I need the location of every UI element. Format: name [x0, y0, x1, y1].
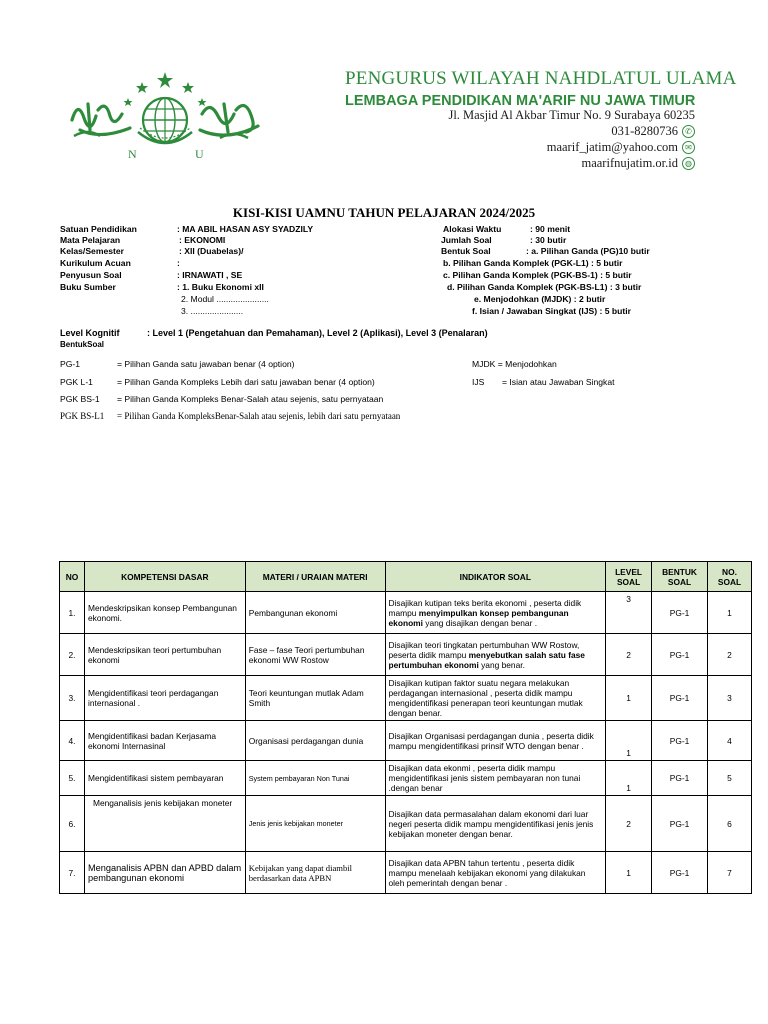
bentuk-value: : a. Pilihan Ganda (PG)10 butir — [526, 246, 650, 256]
legend-pgkbs1-code: PGK BS-1 — [60, 394, 100, 404]
cell-level: 1 — [606, 721, 652, 761]
bentuk-e: e. Menjodohkan (MJDK) : 2 butir — [474, 294, 606, 304]
table-row — [60, 634, 752, 676]
legend-pg1-code: PG-1 — [60, 359, 81, 369]
bentuk-f: f. Isian / Jawaban Singkat (IJS) : 5 butir — [472, 306, 632, 316]
bentuk-d: d. Pilihan Ganda Komplek (PGK-BS-L1) : 3 butir — [447, 282, 642, 292]
satuan-value: : MA ABIL HASAN ASY SYADZILY — [177, 224, 314, 234]
logo-letter-u: U — [195, 147, 204, 161]
cell-bentuk: PG-1 — [652, 676, 708, 721]
jumlah-label: Jumlah Soal — [441, 235, 492, 245]
jumlah-value: : 30 butir — [530, 235, 567, 245]
address-text: Jl. Masjid Al Akbar Timur No. 9 Surabaya 60235 — [448, 108, 695, 122]
table-header-row — [60, 562, 752, 592]
cell-no: 3. — [60, 676, 85, 721]
logo-letter-n: N — [128, 147, 137, 161]
col-level: LEVEL SOAL — [606, 562, 652, 592]
legend-ijs-code: IJS — [472, 377, 485, 387]
table-row — [60, 796, 752, 852]
buku-3: 3. ...................... — [181, 306, 244, 316]
cell-no: 7. — [60, 852, 85, 894]
col-no-soal: NO. SOAL — [708, 562, 752, 592]
cell-no-soal: 7 — [708, 852, 752, 894]
email-text: maarif_jatim@yahoo.com — [546, 140, 678, 154]
cell-materi: Pembangunan ekonomi — [245, 592, 385, 634]
cell-no: 5. — [60, 761, 85, 796]
buku-2: 2. Modul ...................... — [181, 294, 269, 304]
col-indikator: INDIKATOR SOAL — [385, 562, 606, 592]
org-header — [345, 68, 737, 109]
cell-indikator: Disajikan data permasalahan dalam ekonomi dari luar negeri peserta didik mampu mengidentifikasi jenis jenis kebijakan moneter dengan benar. — [385, 796, 606, 852]
cell-bentuk: PG-1 — [652, 852, 708, 894]
legend-pgkbsl1-code: PGK BS-L1 — [60, 411, 105, 421]
table-row — [60, 721, 752, 761]
cell-no-soal: 5 — [708, 761, 752, 796]
cell-kd: Mengidentifikasi badan Kerjasama ekonomi Internasinal — [84, 721, 245, 761]
level-value: : Level 1 (Pengetahuan dan Pemahaman), Level 2 (Aplikasi), Level 3 (Penalaran) — [147, 328, 488, 338]
legend-ijs-desc: = Isian atau Jawaban Singkat — [502, 377, 615, 387]
cell-no-soal: 4 — [708, 721, 752, 761]
kelas-value: : XII (Duabelas)/ — [179, 246, 244, 256]
legend-pgkbsl1-desc: = Pilihan Ganda KompleksBenar-Salah atau sejenis, lebih dari satu pernyataan — [117, 411, 401, 421]
alokasi-value: : 90 menit — [530, 224, 571, 234]
cell-indikator: Disajikan teori tingkatan pertumbuhan WW Rostow, peserta didik mampu menyebutkan salah satu fase pertumbuhan ekonomi yang benar. — [385, 634, 606, 676]
cell-kd: Mendeskripsikan konsep Pembangunan ekonomi. — [84, 592, 245, 634]
nu-logo — [70, 70, 260, 162]
cell-level: 2 — [606, 634, 652, 676]
cell-no-soal: 1 — [708, 592, 752, 634]
table-row — [60, 592, 752, 634]
bentuk-soal-label: BentukSoal — [60, 340, 105, 349]
mapel-label: Mata Pelajaran — [60, 235, 121, 245]
cell-materi: Organisasi perdagangan dunia — [245, 721, 385, 761]
address — [448, 108, 695, 123]
cell-bentuk: PG-1 — [652, 721, 708, 761]
cell-materi: Jenis jenis kebijakan moneter — [245, 796, 385, 852]
cell-indikator: Disajikan kutipan teks berita ekonomi , peserta didik mampu menyimpulkan konsep pembangunan ekonomi yang disajikan dengan benar . — [385, 592, 606, 634]
cell-bentuk: PG-1 — [652, 796, 708, 852]
cell-level: 1 — [606, 761, 652, 796]
cell-indikator: Disajikan data ekonmi , peserta didik mampu mengidentifikasi jenis sistem pembayaran non tunai .dengan benar — [385, 761, 606, 796]
cell-kd: Menganalisis APBN dan APBD dalam pembangunan ekonomi — [84, 852, 245, 894]
legend-pgkl1-code: PGK L-1 — [60, 377, 93, 387]
cell-indikator: Disajikan data APBN tahun tertentu , peserta didik mampu menelaah kebijakan ekonomi yang dilakukan oleh pemerintah dengan benar . — [385, 852, 606, 894]
cell-no-soal: 3 — [708, 676, 752, 721]
web-text: maarifnujatim.or.id — [581, 156, 678, 170]
cell-kd: Mendeskripsikan teori pertumbuhan ekonomi — [84, 634, 245, 676]
buku-1: : 1. Buku Ekonomi xII — [177, 282, 264, 292]
legend-pg1-desc: = Pilihan Ganda satu jawaban benar (4 option) — [117, 359, 295, 369]
kurikulum-value: : — [177, 258, 180, 268]
cell-indikator: Disajikan Organisasi perdagangan dunia , peserta didik mampu mengidentifikasi prinsif WTO dengan benar . — [385, 721, 606, 761]
web-row — [581, 156, 695, 171]
col-materi: MATERI / URAIAN MATERI — [245, 562, 385, 592]
alokasi-label: Alokasi Waktu — [443, 224, 502, 234]
cell-materi: Fase – fase Teori pertumbuhan ekonomi WW Rostow — [245, 634, 385, 676]
cell-kd: Mengidentifikasi teori perdagangan internasional . — [84, 676, 245, 721]
cell-indikator: Disajikan kutipan faktor suatu negara melakukan perdagangan internasional , peserta didik mampu mengidentifikasi penerapan teori keuntungan mutlak dengan benar. — [385, 676, 606, 721]
cell-level: 3 — [606, 592, 652, 634]
phone-row — [611, 124, 695, 139]
col-bentuk: BENTUK SOAL — [652, 562, 708, 592]
legend-mjdk: MJDK = Menjodohkan — [472, 359, 557, 369]
cell-no: 1. — [60, 592, 85, 634]
bentuk-b: b. Pilihan Ganda Komplek (PGK-L1) : 5 butir — [443, 258, 623, 268]
kelas-label: Kelas/Semester — [60, 246, 125, 256]
buku-label: Buku Sumber — [60, 282, 116, 292]
phone-text: 031-8280736 — [611, 124, 678, 138]
document-title: KISI-KISI UAMNU TAHUN PELAJARAN 2024/2025 — [232, 205, 536, 220]
cell-level: 2 — [606, 796, 652, 852]
cell-level: 1 — [606, 676, 652, 721]
cell-bentuk: PG-1 — [652, 761, 708, 796]
cell-no-soal: 6 — [708, 796, 752, 852]
phone-icon: ✆ — [682, 125, 695, 138]
globe-icon: ◍ — [682, 157, 695, 170]
col-no: NO — [60, 562, 85, 592]
cell-no: 6. — [60, 796, 85, 852]
table-row — [60, 761, 752, 796]
table-row — [60, 676, 752, 721]
kisi-table — [59, 561, 752, 894]
penyusun-label: Penyusun Soal — [60, 270, 122, 280]
mapel-value: : EKONOMI — [179, 235, 226, 245]
cell-materi: Kebijakan yang dapat diambil berdasarkan data APBN — [245, 852, 385, 894]
level-label: Level Kognitif — [60, 328, 120, 338]
cell-level: 1 — [606, 852, 652, 894]
cell-materi: Teori keuntungan mutlak Adam Smith — [245, 676, 385, 721]
satuan-label: Satuan Pendidikan — [60, 224, 137, 234]
cell-kd: Menganalisis jenis kebijakan moneter — [84, 796, 245, 852]
legend-pgkl1-desc: = Pilihan Ganda Kompleks Lebih dari satu jawaban benar (4 option) — [117, 377, 375, 387]
bentuk-c: c. Pilihan Ganda Komplek (PGK-BS-1) : 5 butir — [443, 270, 632, 280]
org-subtitle: LEMBAGA PENDIDIKAN MA'ARIF NU JAWA TIMUR — [345, 93, 696, 109]
cell-materi: System pembayaran Non Tunai — [245, 761, 385, 796]
cell-bentuk: PG-1 — [652, 634, 708, 676]
email-row — [547, 140, 695, 155]
table-row — [60, 852, 752, 894]
col-kompetensi-dasar: KOMPETENSI DASAR — [84, 562, 245, 592]
penyusun-value: : IRNAWATI , SE — [177, 270, 243, 280]
kurikulum-label: Kurikulum Acuan — [60, 258, 131, 268]
cell-bentuk: PG-1 — [652, 592, 708, 634]
org-title: PENGURUS WILAYAH NAHDLATUL ULAMA — [345, 68, 737, 89]
email-icon: ✉ — [682, 141, 695, 154]
cell-no: 4. — [60, 721, 85, 761]
legend-pgkbs1-desc: = Pilihan Ganda Kompleks Benar-Salah atau sejenis, satu pernyataan — [117, 394, 384, 404]
cell-no-soal: 2 — [708, 634, 752, 676]
cell-kd: Mengidentifikasi sistem pembayaran — [84, 761, 245, 796]
bentuk-label: Bentuk Soal — [441, 246, 491, 256]
cell-no: 2. — [60, 634, 85, 676]
